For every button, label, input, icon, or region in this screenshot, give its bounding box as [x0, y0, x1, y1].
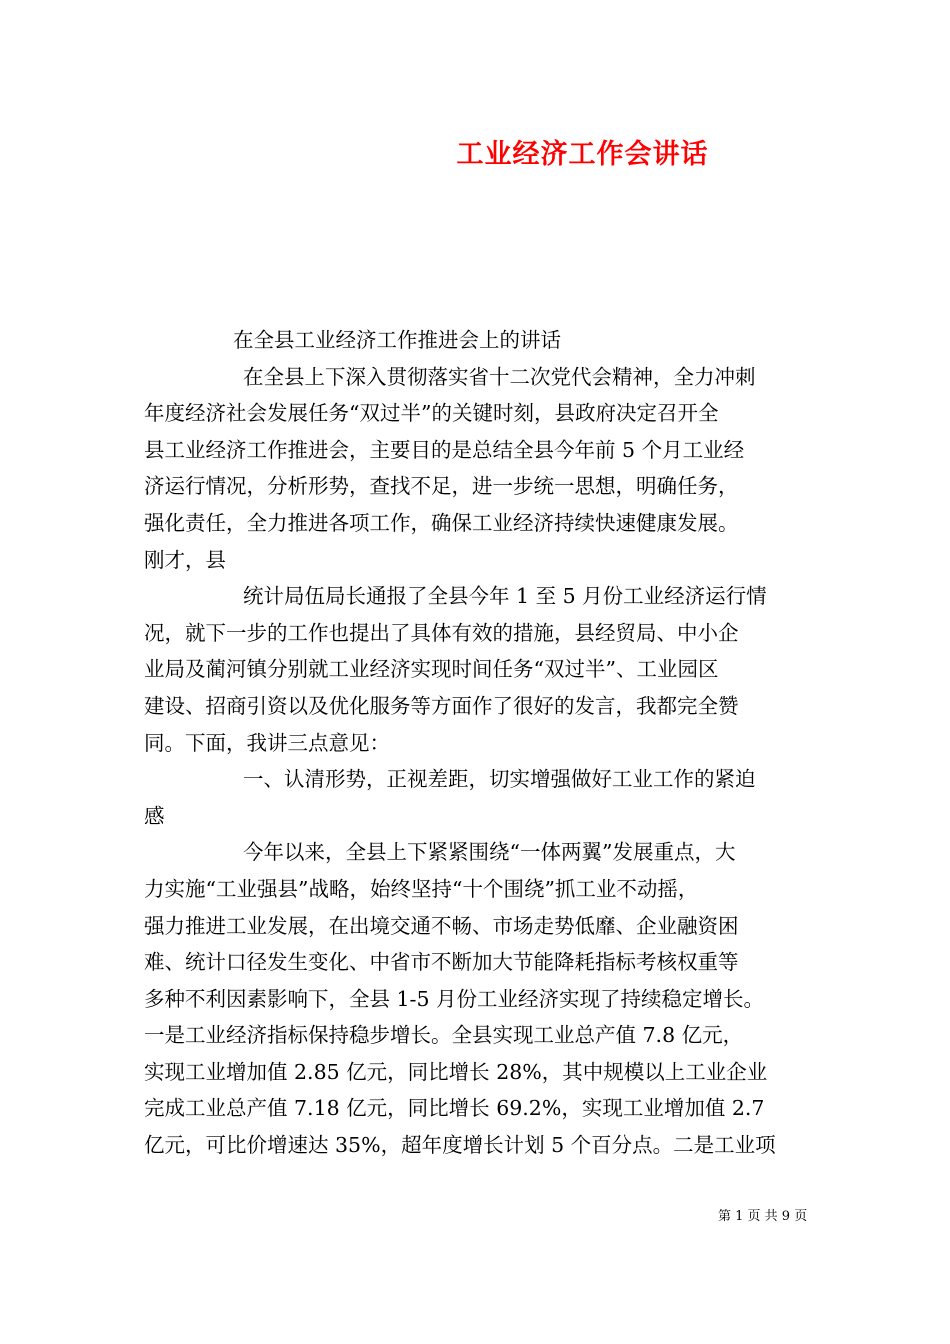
text-line: 难、统计口径发生变化、中省市不断加大节能降耗指标考核权重等	[144, 950, 739, 975]
text-line: 实现工业增加值 2.85 亿元，同比增长 28%，其中规模以上工业企业	[144, 1059, 768, 1084]
text-line: 刚才，县	[144, 547, 226, 572]
text-line: 一是工业经济指标保持稳步增长。全县实现工业总产值 7.8 亿元，	[144, 1023, 744, 1048]
text-line: 县工业经济工作推进会，主要目的是总结全县今年前 5 个月工业经	[144, 437, 745, 462]
text-line: 在全县上下深入贯彻落实省十二次党代会精神，全力冲刺	[243, 364, 756, 389]
text-line: 统计局伍局长通报了全县今年 1 至 5 月份工业经济运行情	[243, 584, 767, 609]
text-line: 多种不利因素影响下，全县 1-5 月份工业经济实现了持续稳定增长。	[144, 986, 765, 1011]
text-line: 同。下面，我讲三点意见：	[144, 730, 390, 755]
text-line: 强化责任，全力推进各项工作，确保工业经济持续快速健康发展。	[144, 510, 739, 535]
text-line: 年度经济社会发展任务“双过半”的关键时刻，县政府决定召开全	[144, 401, 719, 426]
page-title: 工业经济工作会讲话	[456, 139, 709, 170]
page-number-footer: 第 1 页 共 9 页	[718, 1209, 808, 1224]
text-line: 建设、招商引资以及优化服务等方面作了很好的发言，我都完全赞	[144, 693, 739, 718]
text-line: 亿元，可比价增速达 35%，超年度增长计划 5 个百分点。二是工业项	[144, 1133, 776, 1158]
text-line: 今年以来，全县上下紧紧围绕“一体两翼”发展重点，大	[243, 840, 736, 865]
text-line: 感	[144, 803, 165, 828]
text-line: 完成工业总产值 7.18 亿元，同比增长 69.2%，实现工业增加值 2.7	[144, 1096, 765, 1121]
text-line: 况，就下一步的工作也提出了具体有效的措施，县经贸局、中小企	[144, 620, 739, 645]
text-line: 在全县工业经济工作推进会上的讲话	[233, 328, 561, 352]
text-line: 一、认清形势，正视差距，切实增强做好工业工作的紧迫	[243, 767, 756, 792]
text-line: 业局及蔺河镇分别就工业经济实现时间任务“双过半”、工业园区	[144, 657, 719, 682]
text-line: 强力推进工业发展，在出境交通不畅、市场走势低靡、企业融资困	[144, 913, 739, 938]
document-body	[144, 322, 812, 1164]
text-line: 力实施“工业强县”战略，始终坚持“十个围绕”抓工业不动摇，	[144, 876, 699, 901]
text-line: 济运行情况，分析形势，查找不足，进一步统一思想，明确任务，	[144, 474, 739, 499]
